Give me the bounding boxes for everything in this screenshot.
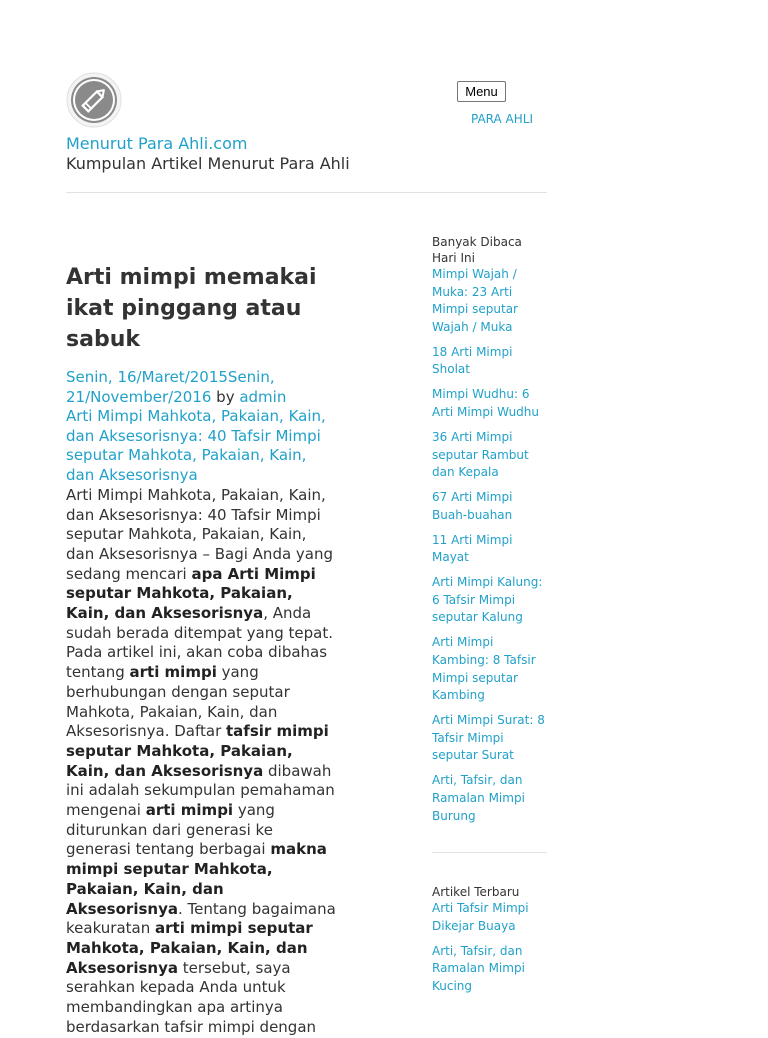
sidebar-post-link[interactable]: Mimpi Wajah / Muka: 23 Arti Mimpi seputar Wajah / Muka — [432, 267, 518, 334]
post-title: Arti mimpi memakai ikat pinggang atau sabuk — [66, 265, 317, 352]
post-body-bold-text: arti mimpi — [145, 801, 234, 820]
sidebar-list-item — [432, 772, 548, 825]
site-title-link[interactable]: Menurut Para Ahli.com — [66, 134, 248, 153]
sidebar-list-item — [432, 900, 548, 935]
sidebar-post-link[interactable]: 36 Arti Mimpi seputar Rambut dan Kepala — [432, 429, 529, 480]
sidebar-post-link[interactable]: Arti Tafsir Mimpi Dikejar Buaya — [432, 901, 529, 933]
post-body-text: . Tentang bagaimana keakuratan — [66, 899, 336, 938]
sidebar-list-item — [432, 344, 548, 379]
post-body-text: yang diturunkan dari generasi ke generasi tentang berbagai — [66, 801, 275, 859]
post-body-text: dibawah ini adalah sekumpulan pemahaman mengenai — [66, 761, 335, 820]
sidebar-list-item — [432, 943, 548, 996]
post-author-link[interactable]: admin — [239, 388, 287, 406]
header-divider — [66, 192, 547, 193]
popular-posts-list — [432, 266, 548, 825]
sidebar-list-item — [432, 429, 548, 482]
post-body-text: tersebut, saya serahkan kepada Anda untuk membandingkan apa artinya berdasarkan tafsir mimpi dengan — [66, 958, 317, 1036]
sidebar-post-link[interactable]: Arti Mimpi Surat: 8 Tafsir Mimpi seputar Surat — [432, 713, 545, 763]
sidebar-list-item — [432, 386, 548, 421]
sidebar-post-link[interactable]: Arti, Tafsir, dan Ramalan Mimpi Kucing — [432, 943, 525, 993]
post-body-bold-text: makna mimpi seputar Mahkota, Pakaian, Kain, dan Aksesorisnya — [66, 840, 327, 918]
sidebar-list-item — [432, 634, 548, 704]
recent-posts-list — [432, 900, 548, 995]
sidebar-divider — [432, 852, 547, 853]
site-description: Kumpulan Artikel Menurut Para Ahli — [66, 154, 350, 173]
site-logo[interactable] — [66, 72, 122, 128]
post-body — [66, 486, 338, 1038]
pencil-icon — [66, 72, 122, 128]
sidebar-list-item — [432, 266, 548, 336]
post-meta — [66, 367, 338, 407]
post-date-link[interactable]: Senin, 16/Maret/2015Senin, 21/November/2016 — [66, 368, 275, 406]
nav-item-para-ahli[interactable]: PARA AHLI — [471, 112, 534, 126]
menu-button[interactable]: Menu — [457, 81, 506, 102]
post-body-text: , Anda sudah berada ditempat yang tepat. Pada artikel ini, akan coba dibahas tentang — [66, 604, 334, 682]
sidebar-post-link[interactable]: Arti Mimpi Kambing: 8 Tafsir Mimpi seputar Kambing — [432, 635, 536, 703]
widget-title-popular: Banyak Dibaca Hari Ini — [432, 235, 522, 265]
post-body-text: yang berhubungan dengan seputar Mahkota, Pakaian, Kain, dan Aksesorisnya. Daftar — [66, 663, 290, 741]
post-body-bold-text: tafsir mimpi seputar Mahkota, Pakaian, Kain, dan Aksesorisnya — [66, 722, 329, 780]
post-body-bold-text: apa Arti Mimpi seputar Mahkota, Pakaian, Kain, dan Aksesorisnya — [66, 564, 316, 623]
post-by-label: by — [211, 388, 240, 406]
sidebar-post-link[interactable]: 11 Arti Mimpi Mayat — [432, 532, 513, 565]
sidebar-list-item — [432, 532, 548, 567]
widget-title-recent: Artikel Terbaru — [432, 885, 520, 900]
article — [66, 262, 338, 1036]
sidebar-post-link[interactable]: 67 Arti Mimpi Buah-buahan — [432, 490, 513, 522]
sidebar-post-link[interactable]: Arti Mimpi Kalung: 6 Tafsir Mimpi seputar Kalung — [432, 575, 543, 625]
sidebar — [432, 234, 548, 1003]
sidebar-list-item — [432, 489, 548, 524]
post-body-text: Arti Mimpi Mahkota, Pakaian, Kain, dan Aksesorisnya: 40 Tafsir Mimpi seputar Mahkota, Pakaian, Kain, dan Aksesorisnya – Bagi Anda yang sedang mencari — [66, 485, 334, 583]
sidebar-post-link[interactable]: Arti, Tafsir, dan Ramalan Mimpi Burung — [432, 773, 525, 823]
sidebar-list-item — [432, 712, 548, 765]
sidebar-post-link[interactable]: 18 Arti Mimpi Sholat — [432, 344, 513, 377]
post-body-bold-text: arti mimpi — [129, 663, 217, 682]
post-body-bold-text: arti mimpi seputar Mahkota, Pakaian, Kain, dan Aksesorisnya — [66, 919, 313, 977]
sidebar-post-link[interactable]: Mimpi Wudhu: 6 Arti Mimpi Wudhu — [432, 387, 540, 419]
post-linked-title[interactable]: Arti Mimpi Mahkota, Pakaian, Kain, dan Aksesorisnya: 40 Tafsir Mimpi seputar Mahkota, Pakaian, Kain, dan Aksesorisnya — [66, 407, 326, 485]
sidebar-list-item — [432, 574, 548, 627]
